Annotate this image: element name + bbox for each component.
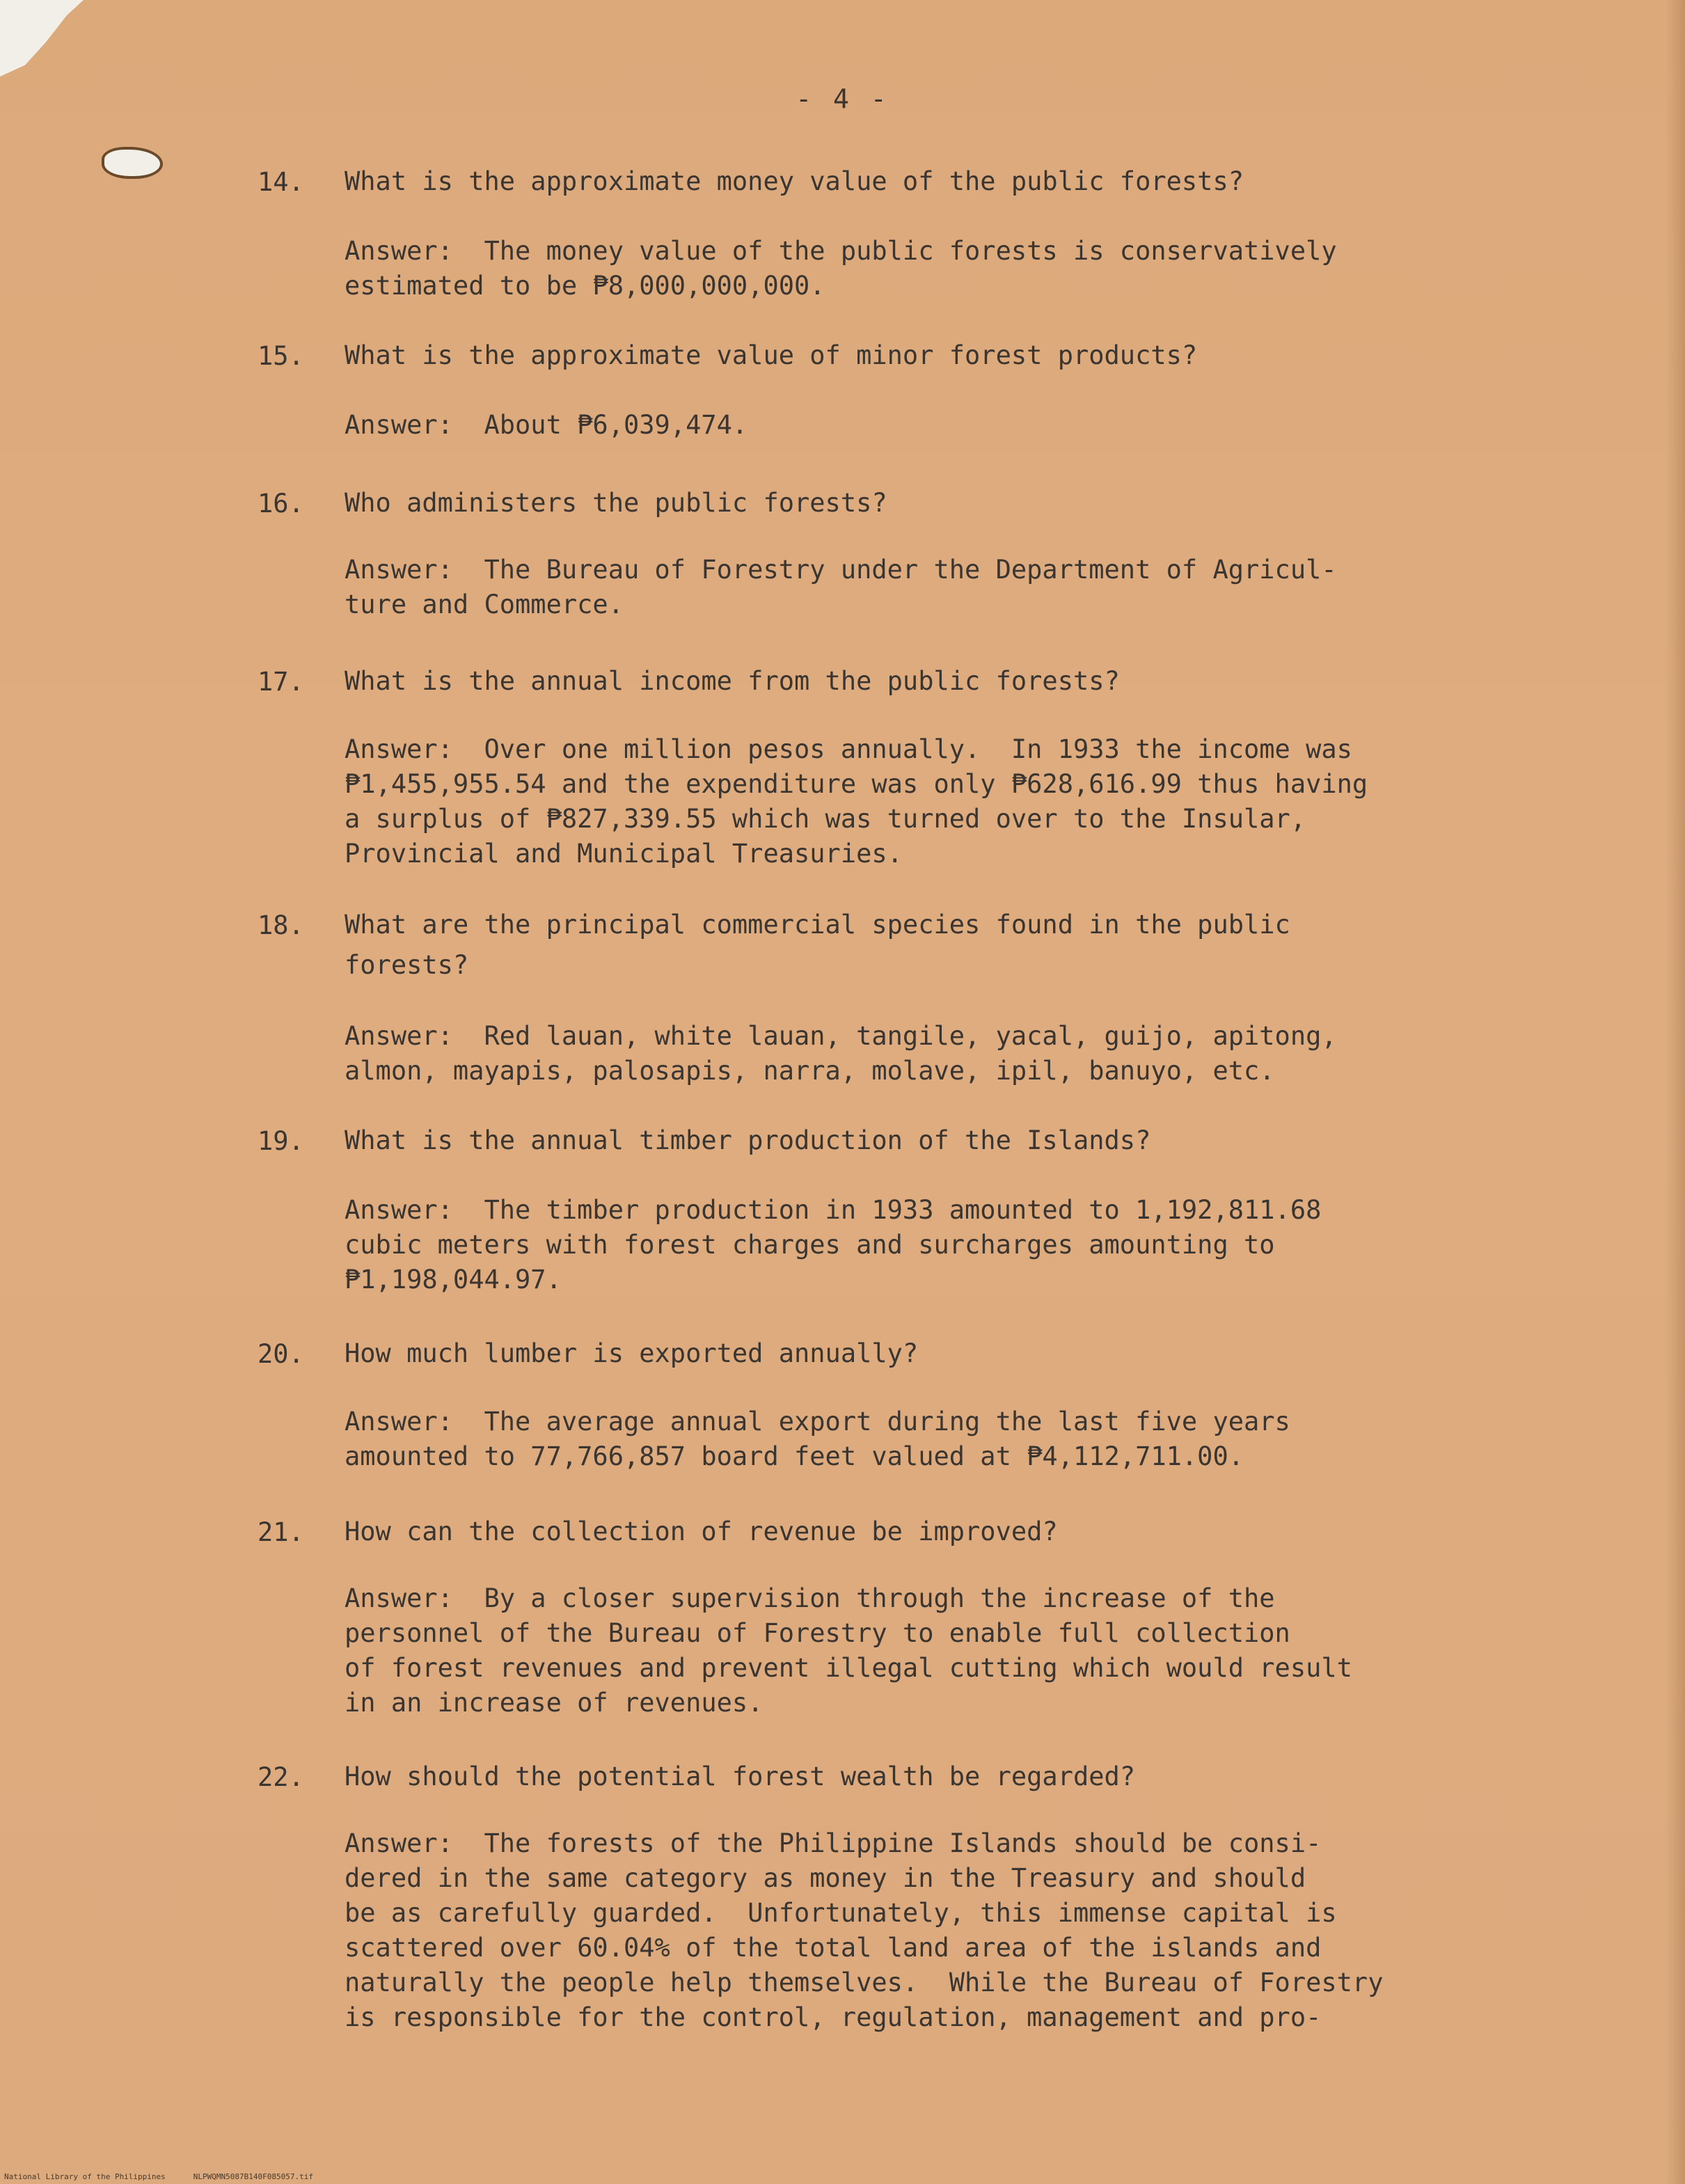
torn-corner	[0, 0, 84, 77]
item-number: 17.	[258, 667, 304, 697]
question: What is the annual income from the public forests?	[345, 666, 1120, 696]
question: How much lumber is exported annually?	[345, 1338, 919, 1368]
answer: Answer: The average annual export during the last five years amounted to 77,766,857 board feet valued at ₱4,112,711.00.	[345, 1407, 1290, 1471]
page-number: - 4 -	[796, 84, 889, 114]
page-edge-shadow	[1666, 0, 1685, 2184]
answer: Answer: The timber production in 1933 amounted to 1,192,811.68 cubic meters with forest charges and surcharges amounting to ₱1,198,044.97.	[345, 1195, 1322, 1295]
item-number: 19.	[258, 1126, 304, 1156]
footer-filename: NLPWQMN5087B140F085057.tif	[193, 2172, 313, 2181]
paper-hole	[104, 150, 160, 176]
question: Who administers the public forests?	[345, 488, 887, 518]
question: What is the annual timber production of the Islands?	[345, 1125, 1151, 1155]
question: What is the approximate money value of the public forests?	[345, 166, 1244, 196]
question: What are the principal commercial species found in the public forests?	[345, 910, 1290, 980]
answer: Answer: By a closer supervision through the increase of the personnel of the Bureau of Forestry to enable full collection of forest revenues and prevent illegal cutting which would result in an increase of revenues.	[345, 1583, 1352, 1718]
item-number: 14.	[258, 167, 304, 197]
item-number: 21.	[258, 1517, 304, 1547]
answer: Answer: The Bureau of Forestry under the Department of Agricul- ture and Commerce.	[345, 555, 1337, 619]
item-number: 20.	[258, 1339, 304, 1369]
item-number: 18.	[258, 910, 304, 940]
answer: Answer: About ₱6,039,474.	[345, 410, 748, 440]
answer: Answer: The money value of the public forests is conservatively estimated to be ₱8,000,000,000.	[345, 236, 1337, 301]
item-number: 15.	[258, 341, 304, 371]
answer: Answer: The forests of the Philippine Islands should be consi- dered in the same category as money in the Treasury and should be as carefully guarded. Unfortunately, this immense capital is scattered over 60.04% of the total land area of the islands and naturally the people help themselves. While the Bureau of Forestry is responsible for the control, regulation, management and pro-	[345, 1828, 1384, 2032]
item-number: 16.	[258, 489, 304, 519]
answer: Answer: Red lauan, white lauan, tangile, yacal, guijo, apitong, almon, mayapis, palosapis, narra, molave, ipil, banuyo, etc.	[345, 1021, 1337, 1086]
scan-footer	[4, 2172, 341, 2181]
item-number: 22.	[258, 1762, 304, 1792]
answer: Answer: Over one million pesos annually. In 1933 the income was ₱1,455,955.54 and the expenditure was only ₱628,616.99 thus having a surplus of ₱827,339.55 which was turned over to the Insular, Provincial and Municipal Treasuries.	[345, 734, 1368, 869]
question: What is the approximate value of minor forest products?	[345, 340, 1198, 370]
footer-source: National Library of the Philippines	[4, 2172, 166, 2181]
question: How should the potential forest wealth be regarded?	[345, 1762, 1136, 1791]
question: How can the collection of revenue be improved?	[345, 1517, 1058, 1546]
